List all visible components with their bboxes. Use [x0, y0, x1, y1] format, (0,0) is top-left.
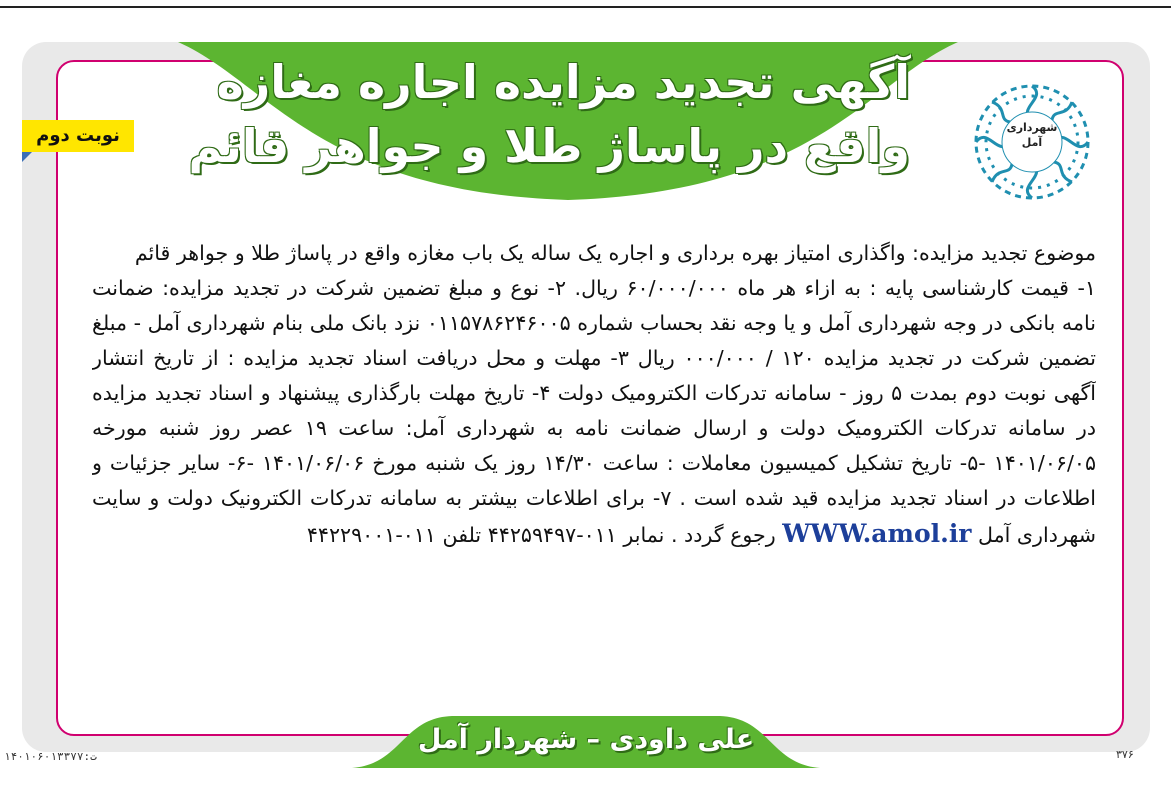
ad-subject: موضوع تجدید مزایده: واگذاری امتیاز بهره برداری و اجاره یک ساله یک باب مغازه واقع در پاساژ طلا و جواهر قائم	[134, 241, 1096, 265]
ad-body	[92, 236, 1096, 688]
round-badge: نوبت دوم	[22, 120, 134, 152]
top-rule	[0, 6, 1171, 8]
logo-text-line-2: آمل	[1021, 136, 1043, 149]
website-link[interactable]: WWW.amol.ir	[782, 519, 972, 548]
logo-text	[1004, 120, 1060, 150]
ad-details-text: ۱- قیمت کارشناسی پایه : به ازاء هر ماه ۶۰/۰۰۰/۰۰۰ ریال. ۲- نوع و مبلغ تضمین شرکت در تجدید مزایده: ضمانت نامه بانکی در وجه شهرداری آمل و یا وجه نقد بحساب شماره ۰۱۱۵۷۸۶۲۴۶۰۰۵ نزد بانک ملی بنام شهرداری آمل - مبلغ تضمین شرکت در تجدید مزایده ۱۲۰ / ۰۰۰/۰۰۰ ریال ۳- مهلت و محل دریافت اسناد تجدید مزایده : از تاریخ انتشار آگهی نوبت دوم بمدت ۵ روز - سامانه تدرکات الکترومیک دولت ۴- تاریخ مهلت بارگذاری پیشنهاد و اسناد تجدید مزایده در سامانه تدرکات الکترومیک دولت و ارسال ضمانت نامه به شهرداری آمل: ساعت ۱۹ عصر روز شنبه مورخه ۱۴۰۱/۰۶/۰۵ -۵- تاریخ تشکیل کمیسیون معاملات : ساعت ۱۴/۳۰ روز یک شنبه مورخ ۱۴۰۱/۰۶/۰۶ -۶- سایر جزئیات و اطلاعات در اسناد تجدید مزایده قید شده است . ۷- برای اطلاعات بیشتر به سامانه تدرکات الکترونیک دولت و سایت شهرداری آمل	[92, 276, 1096, 547]
logo-text-line-1: شهرداری	[1006, 121, 1058, 134]
title-line-1: آگهی تجدید مزایده اجاره مغازه	[216, 55, 910, 109]
ad-code: ت:۱۴۰۱۰۶۰۱۳۳۷۷	[4, 750, 97, 763]
signature: علی داودی – شهردار آمل	[417, 724, 755, 755]
ad-details	[92, 271, 1096, 553]
page-number: ۳۷۶	[1116, 748, 1134, 761]
contact-text: رجوع گردد . نمابر ۰۱۱-۴۴۲۵۹۴۹۷ تلفن ۰۱۱-۴۴۲۲۹۰۰۱	[306, 523, 776, 547]
badge-fold	[22, 152, 32, 162]
page-title	[188, 50, 910, 178]
title-line-2: واقع در پاساژ طلا و جواهر قائم	[188, 119, 910, 173]
